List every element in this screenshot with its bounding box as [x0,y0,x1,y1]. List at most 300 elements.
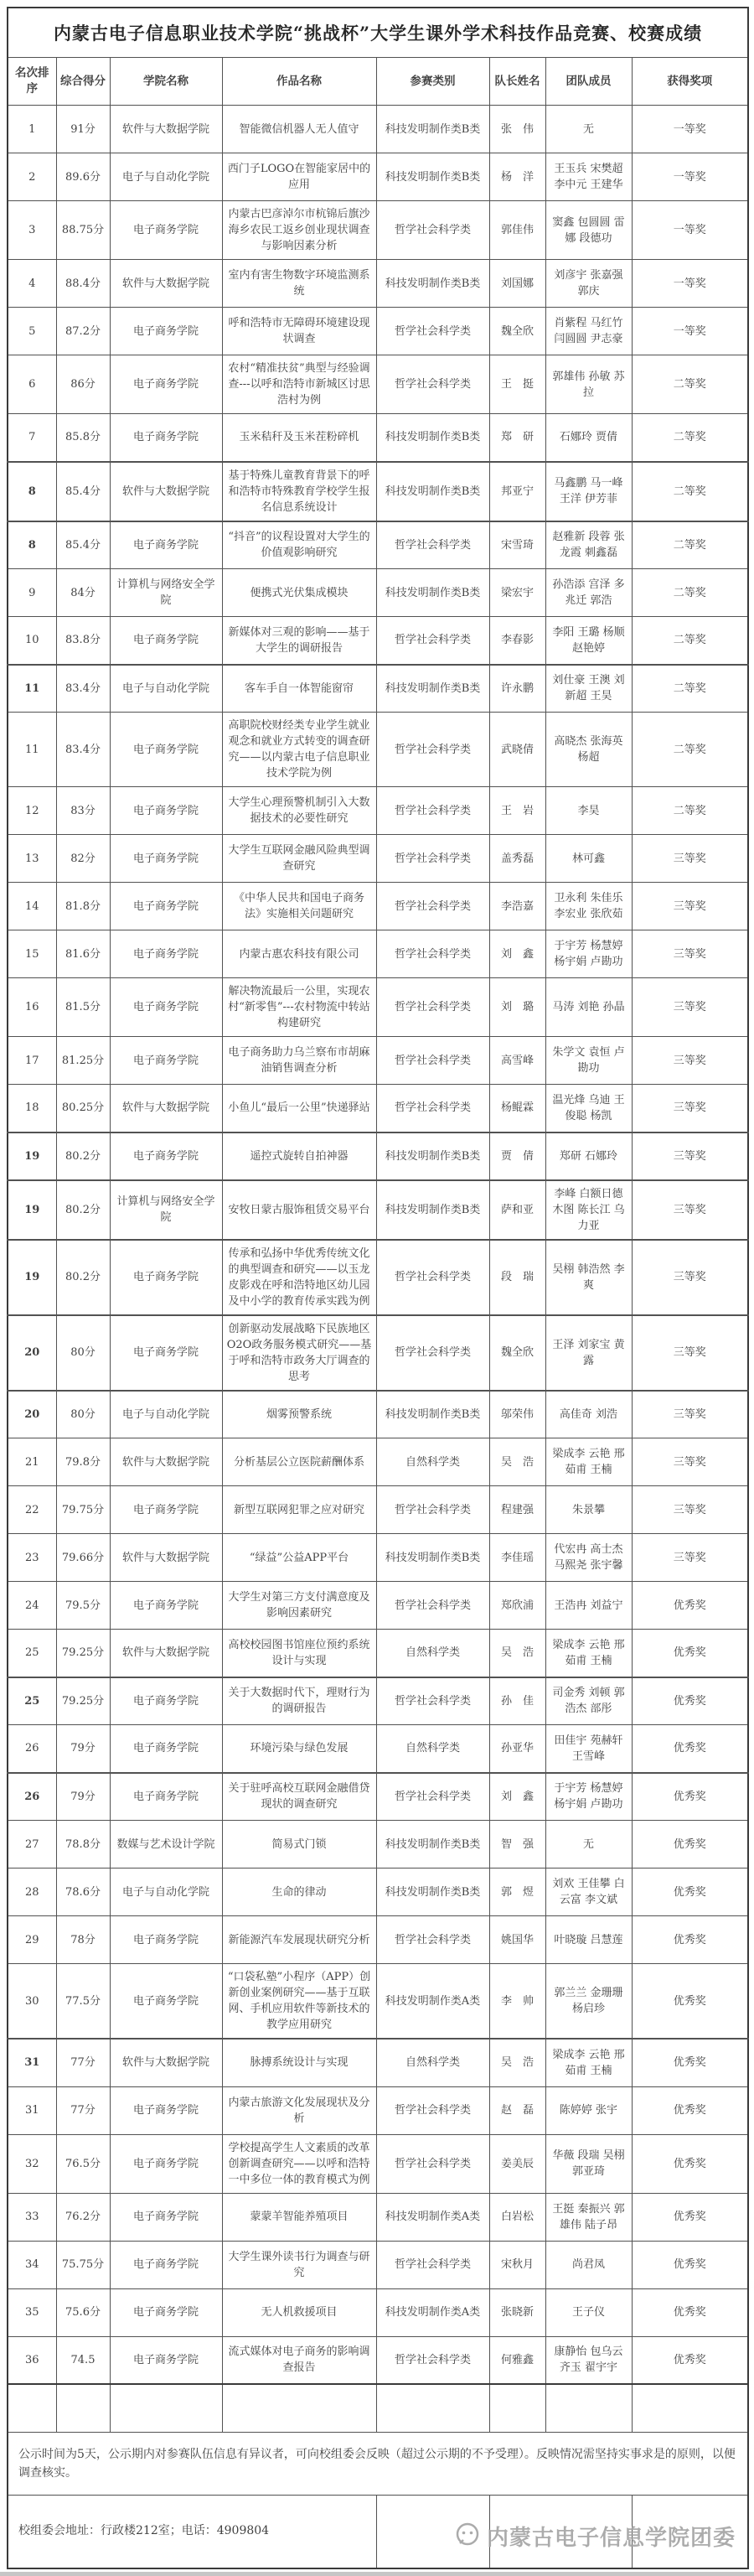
cell-college: 电子商务学院 [110,1964,222,2040]
table-row [8,2039,748,2086]
cell-score: 85.8分 [56,414,110,462]
cell-members: 梁成李 云艳 邢茹甫 王楠 [545,1630,632,1677]
cell-score: 80.2分 [56,1133,110,1180]
cell-college: 计算机与网络安全学院 [110,569,222,617]
col-header-award: 获得奖项 [632,58,748,106]
cell-score: 85.4分 [56,521,110,569]
cell-college: 电子商务学院 [110,1486,222,1534]
cell-award: 优秀奖 [632,2241,748,2288]
cell-work: 创新驱动发展战略下民族地区O2O政务服务模式研究——基于呼和浩特市政务大厅调查的思考 [222,1315,376,1391]
cell-score: 80分 [56,1315,110,1391]
cell-category: 哲学社会科学类 [376,2241,489,2288]
table-row [8,1869,748,1916]
cell-category: 哲学社会科学类 [376,835,489,883]
cell-work: 新型互联网犯罪之应对研究 [222,1486,376,1534]
cell-rank: 32 [8,2134,56,2193]
cell-members: 陈婷婷 张宇 [545,2086,632,2134]
cell-members: 马涛 刘艳 孙晶 [545,978,632,1037]
cell-members: 郑研 石娜玲 [545,1133,632,1180]
cell-score: 83.4分 [56,665,110,713]
table-row [8,1821,748,1869]
cell-rank: 19 [8,1133,56,1180]
cell-work: 内蒙古惠农科技有限公司 [222,930,376,978]
table-row [8,521,748,569]
col-header-score: 综合得分 [56,58,110,106]
cell-leader: 白岩松 [489,2193,545,2241]
cell-members: 刘仕豪 王澳 刘新超 王昊 [545,665,632,713]
cell-members: 梁成李 云艳 邢茹甫 王楠 [545,2039,632,2086]
cell-members: 石娜玲 贾倩 [545,414,632,462]
cell-award: 二等奖 [632,521,748,569]
cell-leader: 赵 磊 [489,2086,545,2134]
cell-college: 软件与大数据学院 [110,1085,222,1133]
cell-members: 无 [545,1821,632,1869]
cell-award: 二等奖 [632,355,748,414]
cell-rank: 20 [8,1391,56,1438]
cell-rank: 25 [8,1630,56,1677]
cell-members: 朱景攀 [545,1486,632,1534]
cell-college: 电子商务学院 [110,1582,222,1630]
cell-work: 室内有害生物数字环境监测系统 [222,260,376,308]
cell-score: 78.8分 [56,1821,110,1869]
cell-award: 优秀奖 [632,1821,748,1869]
cell-members: 华薇 段瑞 吴栩 郭亚琦 [545,2134,632,2193]
cell-members: 康静怡 包乌云 齐玉 翟宇宇 [545,2336,632,2384]
cell-college: 电子商务学院 [110,978,222,1037]
cell-score: 75.6分 [56,2288,110,2336]
cell-college: 电子商务学院 [110,201,222,260]
cell-work: 无人机救援项目 [222,2288,376,2336]
cell-rank: 15 [8,930,56,978]
cell-category: 哲学社会科学类 [376,521,489,569]
cell-work: 大学生心理预警机制引入大数据技术的必要性研究 [222,787,376,835]
cell-leader: 孙亚华 [489,1725,545,1773]
cell-score: 80.2分 [56,1180,110,1240]
cell-score: 81.5分 [56,978,110,1037]
table-row [8,1534,748,1582]
cell-leader: 邦亚宁 [489,462,545,521]
table-row [8,308,748,355]
cell-work: 生命的律动 [222,1869,376,1916]
cell-leader: 吴 浩 [489,2039,545,2086]
cell-award: 优秀奖 [632,2193,748,2241]
cell-rank: 31 [8,2086,56,2134]
cell-college: 数媒与艺术设计学院 [110,1821,222,1869]
cell-members: 温光烽 乌迪 王俊聪 杨凯 [545,1085,632,1133]
cell-work: 农村“精准扶贫”典型与经验调查---以呼和浩特市新城区讨思浩村为例 [222,355,376,414]
cell-category: 科技发明制作类B类 [376,414,489,462]
cell-award: 优秀奖 [632,1869,748,1916]
table-row [8,2086,748,2134]
cell-college: 电子商务学院 [110,930,222,978]
cell-score: 77.5分 [56,1964,110,2040]
cell-award: 三等奖 [632,1486,748,1534]
cell-category: 自然科学类 [376,2039,489,2086]
table-row [8,617,748,665]
cell-category: 科技发明制作类B类 [376,260,489,308]
cell-leader: 智 强 [489,1821,545,1869]
cell-college: 电子商务学院 [110,2193,222,2241]
cell-members: 李阳 王璐 杨顺 赵艳婷 [545,617,632,665]
cell-category: 哲学社会科学类 [376,978,489,1037]
cell-rank: 19 [8,1240,56,1315]
cell-category: 自然科学类 [376,1630,489,1677]
cell-members: 郭雄伟 孙敏 苏拉 [545,355,632,414]
cell-category: 哲学社会科学类 [376,787,489,835]
cell-college: 电子商务学院 [110,713,222,787]
cell-category: 科技发明制作类B类 [376,665,489,713]
cell-leader: 李佳瑶 [489,1534,545,1582]
cell-category: 哲学社会科学类 [376,883,489,930]
cell-leader: 姚国华 [489,1916,545,1964]
cell-college: 电子与自动化学院 [110,1869,222,1916]
cell-award: 三等奖 [632,1180,748,1240]
cell-members: 刘彦宇 张嘉强 郭庆 [545,260,632,308]
table-row [8,835,748,883]
cell-college: 电子商务学院 [110,1773,222,1821]
cell-work: 蒙蒙羊智能养殖项目 [222,2193,376,2241]
cell-award: 二等奖 [632,713,748,787]
cell-category: 哲学社会科学类 [376,201,489,260]
cell-score: 84分 [56,569,110,617]
cell-leader: 郭佳伟 [489,201,545,260]
col-header-members: 团队成员 [545,58,632,106]
cell-score: 89.6分 [56,153,110,201]
cell-rank: 11 [8,713,56,787]
cell-college: 电子商务学院 [110,1677,222,1725]
cell-rank: 8 [8,521,56,569]
cell-rank: 36 [8,2336,56,2384]
cell-college: 电子商务学院 [110,883,222,930]
cell-category: 科技发明制作类B类 [376,1133,489,1180]
cell-members: 赵雅新 段蓉 张龙霞 刺鑫磊 [545,521,632,569]
cell-college: 电子与自动化学院 [110,665,222,713]
cell-rank: 26 [8,1725,56,1773]
cell-award: 优秀奖 [632,1916,748,1964]
cell-score: 80.2分 [56,1240,110,1315]
cell-work: 解决物流最后一公里，实现农村“新零售”---农村物流中转站构建研究 [222,978,376,1037]
cell-members: 吴栩 韩浩然 李爽 [545,1240,632,1315]
cell-members: 王挺 秦振兴 郭雄伟 陆子昂 [545,2193,632,2241]
spacer-row [8,2384,748,2432]
cell-score: 79.25分 [56,1677,110,1725]
cell-leader: 李春影 [489,617,545,665]
cell-members: 于宇芳 杨慧婷 杨宇娟 卢勘功 [545,930,632,978]
cell-work: 电子商务助力乌兰察布市胡麻油销售调查分析 [222,1037,376,1085]
cell-rank: 21 [8,1438,56,1486]
cell-college: 软件与大数据学院 [110,106,222,153]
table-row [8,1582,748,1630]
table-row [8,1725,748,1773]
cell-score: 77分 [56,2039,110,2086]
cell-work: “口袋私塾”小程序（APP）创新创业案例研究——基于互联网、手机应用软件等新技术的教学应用研究 [222,1964,376,2040]
cell-college: 电子商务学院 [110,355,222,414]
cell-members: 刘欢 王佳攀 白云富 李文斌 [545,1869,632,1916]
cell-members: 高佳奇 刘浩 [545,1391,632,1438]
cell-leader: 吴 浩 [489,1438,545,1486]
cell-leader: 刘国娜 [489,260,545,308]
cell-category: 科技发明制作类B类 [376,153,489,201]
cell-rank: 3 [8,201,56,260]
cell-leader: 宋雪琦 [489,521,545,569]
cell-rank: 26 [8,1773,56,1821]
cell-college: 电子商务学院 [110,1725,222,1773]
cell-award: 优秀奖 [632,1725,748,1773]
cell-category: 科技发明制作类A类 [376,2288,489,2336]
cell-rank: 5 [8,308,56,355]
cell-award: 二等奖 [632,617,748,665]
table-row [8,1438,748,1486]
table-row [8,883,748,930]
col-header-leader: 队长姓名 [489,58,545,106]
cell-work: 智能微信机器人无人值守 [222,106,376,153]
cell-leader: 萨和亚 [489,1180,545,1240]
cell-leader: 魏全欣 [489,1315,545,1391]
cell-members: 朱学文 袁恒 卢勘功 [545,1037,632,1085]
table-row [8,787,748,835]
cell-category: 自然科学类 [376,1725,489,1773]
cell-college: 软件与大数据学院 [110,260,222,308]
cell-award: 一等奖 [632,201,748,260]
cell-rank: 29 [8,1916,56,1964]
cell-rank: 19 [8,1180,56,1240]
cell-work: 呼和浩特市无障碍环境建设现状调查 [222,308,376,355]
cell-leader: 杨鲲霖 [489,1085,545,1133]
cell-rank: 24 [8,1582,56,1630]
cell-award: 三等奖 [632,930,748,978]
col-header-college: 学院名称 [110,58,222,106]
cell-leader: 刘 鑫 [489,930,545,978]
table-row [8,1916,748,1964]
cell-category: 哲学社会科学类 [376,355,489,414]
cell-college: 电子商务学院 [110,308,222,355]
cell-college: 软件与大数据学院 [110,1534,222,1582]
cell-category: 哲学社会科学类 [376,617,489,665]
cell-category: 哲学社会科学类 [376,1773,489,1821]
cell-category: 哲学社会科学类 [376,2336,489,2384]
cell-category: 科技发明制作类B类 [376,1180,489,1240]
cell-work: 大学生对第三方支付满意度及影响因素研究 [222,1582,376,1630]
cell-category: 哲学社会科学类 [376,713,489,787]
cell-work: 客车手自一体智能窗帘 [222,665,376,713]
cell-award: 三等奖 [632,1240,748,1315]
table-row [8,569,748,617]
cell-rank: 35 [8,2288,56,2336]
cell-rank: 28 [8,1869,56,1916]
cell-work: 小鱼儿“最后一公里”快递驿站 [222,1085,376,1133]
cell-members: 林可鑫 [545,835,632,883]
cell-score: 91分 [56,106,110,153]
cell-members: 肖紫程 马红竹 闫圆圆 尹志豪 [545,308,632,355]
page-title: 内蒙古电子信息职业技术学院“挑战杯”大学生课外学术科技作品竞赛、校赛成绩 [8,8,748,58]
cell-work: 《中华人民共和国电子商务法》实施相关问题研究 [222,883,376,930]
cell-score: 79.8分 [56,1438,110,1486]
notice-text: 公示时间为5天，公示期内对参赛队伍信息有异议者，可向校组委会反映（超过公示期的不予受理）。反映情况需坚持实事求是的原则，以便调查核实。 [8,2432,748,2495]
table-row [8,2193,748,2241]
cell-leader: 程建强 [489,1486,545,1534]
table-row [8,978,748,1037]
cell-award: 优秀奖 [632,1582,748,1630]
cell-score: 75.75分 [56,2241,110,2288]
cell-college: 电子商务学院 [110,2086,222,2134]
cell-rank: 33 [8,2193,56,2241]
cell-rank: 17 [8,1037,56,1085]
cell-award: 优秀奖 [632,1964,748,2040]
cell-members: 王玉兵 宋樊超 李中元 王建华 [545,153,632,201]
table-row [8,1486,748,1534]
cell-score: 87.2分 [56,308,110,355]
cell-college: 电子商务学院 [110,835,222,883]
cell-category: 科技发明制作类B类 [376,1534,489,1582]
table-row [8,1133,748,1180]
cell-category: 哲学社会科学类 [376,1240,489,1315]
cell-leader: 吴 浩 [489,1630,545,1677]
cell-category: 科技发明制作类B类 [376,106,489,153]
table-row [8,414,748,462]
cell-work: 新媒体对三观的影响——基于大学生的调研报告 [222,617,376,665]
table-row [8,2288,748,2336]
cell-category: 哲学社会科学类 [376,2086,489,2134]
cell-leader: 郑 研 [489,414,545,462]
cell-leader: 魏全欣 [489,308,545,355]
cell-score: 76.5分 [56,2134,110,2193]
cell-rank: 22 [8,1486,56,1534]
notice-row [8,2432,748,2495]
cell-rank: 9 [8,569,56,617]
cell-score: 83分 [56,787,110,835]
table-row [8,1964,748,2040]
table-row [8,201,748,260]
cell-category: 科技发明制作类A类 [376,1964,489,2040]
col-header-category: 参赛类别 [376,58,489,106]
table-row [8,1391,748,1438]
cell-work: 学校提高学生人文素质的改革创新调查研究——以呼和浩特一中多位一体的教育模式为例 [222,2134,376,2193]
col-header-work: 作品名称 [222,58,376,106]
cell-members: 孙浩添 宫泽 多兆迁 郭浩 [545,569,632,617]
cell-work: 流式媒体对电子商务的影响调查报告 [222,2336,376,2384]
cell-score: 83.4分 [56,713,110,787]
cell-rank: 1 [8,106,56,153]
cell-work: 便携式光伏集成模块 [222,569,376,617]
cell-rank: 13 [8,835,56,883]
cell-award: 二等奖 [632,787,748,835]
cell-category: 哲学社会科学类 [376,1916,489,1964]
cell-score: 88.75分 [56,201,110,260]
table-row [8,260,748,308]
cell-leader: 武晓倩 [489,713,545,787]
cell-work: 高职院校财经类专业学生就业观念和就业方式转变的调查研究——以内蒙古电子信息职业技术学院为例 [222,713,376,787]
table-row [8,153,748,201]
cell-work: 传承和弘扬中华优秀传统文化的典型调查和研究——以玉龙皮影戏在呼和浩特地区幼儿园及中小学的教育传承实践为例 [222,1240,376,1315]
cell-category: 哲学社会科学类 [376,2134,489,2193]
cell-leader: 郑欣浦 [489,1582,545,1630]
cell-members: 无 [545,106,632,153]
cell-score: 74.5 [56,2336,110,2384]
cell-work: “抖音”的议程设置对大学生的价值观影响研究 [222,521,376,569]
cell-award: 二等奖 [632,569,748,617]
cell-award: 一等奖 [632,308,748,355]
cell-work: 西门子LOGO在智能家居中的应用 [222,153,376,201]
cell-leader: 李 帅 [489,1964,545,2040]
cell-category: 科技发明制作类B类 [376,1821,489,1869]
cell-leader: 许永鹏 [489,665,545,713]
cell-work: 关于大数据时代下，理财行为的调研报告 [222,1677,376,1725]
bottom-divider [0,2572,754,2576]
cell-score: 85.4分 [56,462,110,521]
cell-college: 电子商务学院 [110,1037,222,1085]
cell-leader: 杨 洋 [489,153,545,201]
table-row [8,1085,748,1133]
cell-category: 哲学社会科学类 [376,1677,489,1725]
cell-work: 遥控式旋转自拍神器 [222,1133,376,1180]
cell-rank: 34 [8,2241,56,2288]
cell-college: 软件与大数据学院 [110,1630,222,1677]
header-row [8,58,748,106]
cell-award: 三等奖 [632,1133,748,1180]
cell-leader: 张 伟 [489,106,545,153]
cell-category: 科技发明制作类B类 [376,1391,489,1438]
table-row [8,2134,748,2193]
cell-work: 大学生互联网金融风险典型调查研究 [222,835,376,883]
cell-work: 分析基层公立医院薪酬体系 [222,1438,376,1486]
cell-award: 一等奖 [632,106,748,153]
cell-members: 于宇芳 杨慧婷 杨宇娟 卢勘功 [545,1773,632,1821]
col-header-rank: 名次排序 [8,58,56,106]
cell-score: 77分 [56,2086,110,2134]
table-row [8,1240,748,1315]
cell-rank: 7 [8,414,56,462]
table-row [8,1180,748,1240]
cell-score: 80.25分 [56,1085,110,1133]
cell-college: 软件与大数据学院 [110,462,222,521]
cell-category: 哲学社会科学类 [376,1085,489,1133]
cell-work: 简易式门锁 [222,1821,376,1869]
results-table [7,7,749,2569]
cell-category: 科技发明制作类B类 [376,1869,489,1916]
cell-score: 82分 [56,835,110,883]
table-row [8,665,748,713]
cell-members: 司金秀 刘顿 郭浩杰 部彤 [545,1677,632,1725]
cell-members: 窦鑫 包圆圆 雷娜 段德功 [545,201,632,260]
cell-score: 79.25分 [56,1630,110,1677]
cell-members: 田佳宇 苑赫轩 王雪峰 [545,1725,632,1773]
cell-award: 一等奖 [632,260,748,308]
cell-college: 软件与大数据学院 [110,2039,222,2086]
cell-work: 基于特殊儿童教育背景下的呼和浩特市特殊教育学校学生报名信息系统设计 [222,462,376,521]
cell-work: 内蒙古巴彦淖尔市杭锦后旗沙海乡农民工返乡创业现状调查与影响因素分析 [222,201,376,260]
cell-award: 一等奖 [632,153,748,201]
cell-category: 自然科学类 [376,1438,489,1486]
cell-award: 三等奖 [632,1085,748,1133]
cell-award: 二等奖 [632,462,748,521]
cell-award: 优秀奖 [632,2288,748,2336]
cell-members: 代宏冉 高士杰 马熙尧 张宇馨 [545,1534,632,1582]
cell-score: 81.8分 [56,883,110,930]
cell-college: 电子商务学院 [110,1133,222,1180]
cell-category: 哲学社会科学类 [376,1037,489,1085]
cell-category: 哲学社会科学类 [376,1486,489,1534]
cell-category: 科技发明制作类B类 [376,569,489,617]
cell-members: 王子仪 [545,2288,632,2336]
cell-college: 电子商务学院 [110,2288,222,2336]
cell-college: 电子商务学院 [110,2336,222,2384]
cell-leader: 张晓新 [489,2288,545,2336]
table-row [8,713,748,787]
cell-score: 83.8分 [56,617,110,665]
cell-award: 优秀奖 [632,1630,748,1677]
cell-work: 关于驻呼高校互联网金融借贷现状的调查研究 [222,1773,376,1821]
cell-leader: 盖秀磊 [489,835,545,883]
